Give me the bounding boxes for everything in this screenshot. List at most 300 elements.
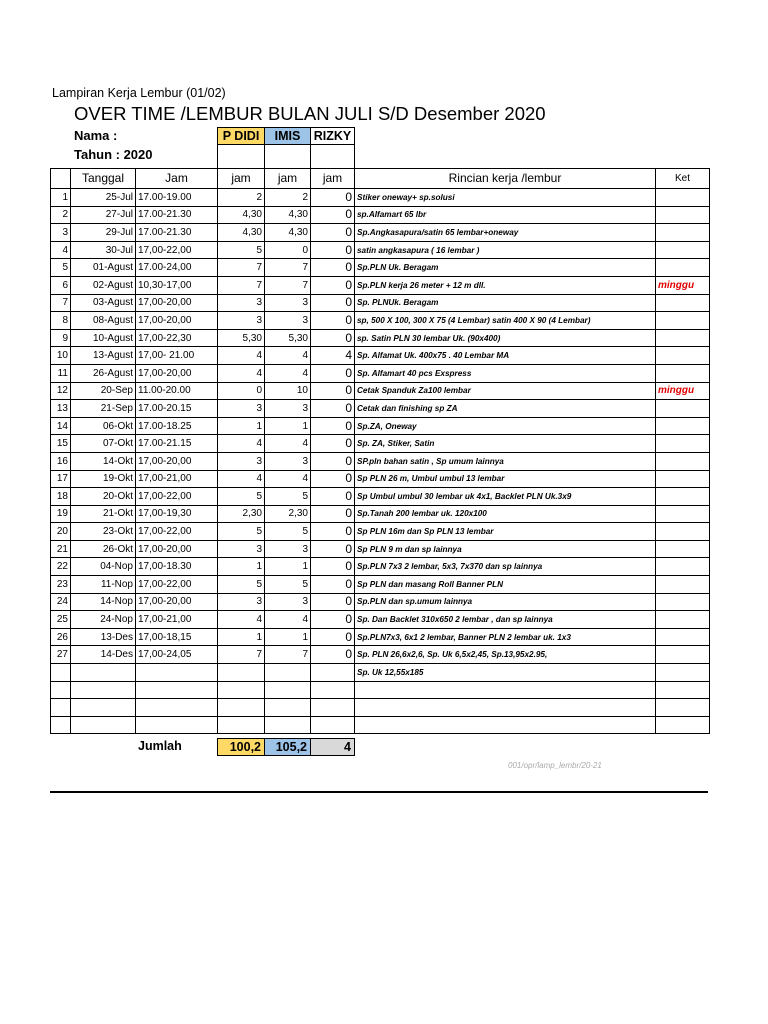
row-date: 27-Jul bbox=[71, 206, 136, 224]
row-time: 17,00-21,00 bbox=[136, 470, 218, 488]
row-jam-pdidi bbox=[218, 664, 265, 682]
row-jam-rizky: 0 bbox=[311, 470, 355, 488]
row-jam-pdidi: 4 bbox=[218, 470, 265, 488]
row-jam-imis: 4 bbox=[265, 347, 311, 365]
row-description: Sp. Alfamat Uk. 400x75 . 40 Lembar MA bbox=[355, 347, 656, 365]
table-row bbox=[51, 558, 710, 576]
row-date: 23-Okt bbox=[71, 523, 136, 541]
table-row bbox=[51, 699, 710, 717]
row-time: 17,00-22,30 bbox=[136, 329, 218, 347]
row-time: 17,00-20,00 bbox=[136, 364, 218, 382]
table-row bbox=[51, 400, 710, 418]
table-row bbox=[51, 576, 710, 594]
row-jam-pdidi: 4 bbox=[218, 364, 265, 382]
row-number: 27 bbox=[51, 646, 71, 664]
row-jam-rizky: 0 bbox=[311, 206, 355, 224]
table-row bbox=[51, 505, 710, 523]
row-jam-rizky: 0 bbox=[311, 523, 355, 541]
row-date: 10-Agust bbox=[71, 329, 136, 347]
row-description: Sp.PLN 7x3 2 lembar, 5x3, 7x370 dan sp lainnya bbox=[355, 558, 656, 576]
row-jam-rizky: 0 bbox=[311, 312, 355, 330]
row-jam-pdidi: 4 bbox=[218, 347, 265, 365]
row-ket bbox=[656, 312, 710, 330]
row-number: 14 bbox=[51, 417, 71, 435]
row-time: 17.00-21.30 bbox=[136, 224, 218, 242]
row-description bbox=[355, 716, 656, 734]
row-jam-imis: 3 bbox=[265, 593, 311, 611]
row-description: Sp. PLNUk. Beragam bbox=[355, 294, 656, 312]
row-date: 21-Sep bbox=[71, 400, 136, 418]
row-ket bbox=[656, 347, 710, 365]
row-number: 2 bbox=[51, 206, 71, 224]
table-row bbox=[51, 347, 710, 365]
table-row bbox=[51, 276, 710, 294]
row-jam-pdidi: 1 bbox=[218, 417, 265, 435]
row-date bbox=[71, 664, 136, 682]
row-date: 11-Nop bbox=[71, 576, 136, 594]
row-jam-pdidi: 3 bbox=[218, 400, 265, 418]
row-number bbox=[51, 699, 71, 717]
row-number: 17 bbox=[51, 470, 71, 488]
row-jam-rizky: 0 bbox=[311, 241, 355, 259]
row-description: SP.pln bahan satin , Sp umum lainnya bbox=[355, 452, 656, 470]
name-cell-rizky: RIZKY bbox=[310, 127, 355, 145]
row-jam-rizky: 0 bbox=[311, 189, 355, 207]
row-ket: minggu bbox=[656, 382, 710, 400]
row-jam-pdidi: 1 bbox=[218, 558, 265, 576]
row-jam-imis: 3 bbox=[265, 312, 311, 330]
row-time: 17,00-22,00 bbox=[136, 523, 218, 541]
row-date: 01-Agust bbox=[71, 259, 136, 277]
row-ket bbox=[656, 364, 710, 382]
header-jam-imis: jam bbox=[265, 169, 311, 189]
row-jam-imis: 3 bbox=[265, 540, 311, 558]
row-number: 18 bbox=[51, 488, 71, 506]
row-number: 5 bbox=[51, 259, 71, 277]
page-title: OVER TIME /LEMBUR BULAN JULI S/D Desember 2020 bbox=[74, 103, 546, 124]
header-jam-pdidi: jam bbox=[218, 169, 265, 189]
row-jam-pdidi: 7 bbox=[218, 646, 265, 664]
row-jam-rizky: 0 bbox=[311, 576, 355, 594]
table-row bbox=[51, 452, 710, 470]
row-jam-pdidi: 0 bbox=[218, 382, 265, 400]
row-ket bbox=[656, 593, 710, 611]
row-jam-pdidi: 3 bbox=[218, 593, 265, 611]
document-code: 001/opr/lamp_lembr/20-21 bbox=[508, 761, 602, 770]
row-time: 11.00-20.00 bbox=[136, 382, 218, 400]
row-date: 14-Des bbox=[71, 646, 136, 664]
row-jam-imis: 7 bbox=[265, 259, 311, 277]
row-jam-pdidi bbox=[218, 681, 265, 699]
row-jam-imis bbox=[265, 716, 311, 734]
table-row bbox=[51, 417, 710, 435]
row-date: 25-Jul bbox=[71, 189, 136, 207]
row-date: 20-Sep bbox=[71, 382, 136, 400]
row-jam-imis: 4,30 bbox=[265, 224, 311, 242]
row-jam-imis: 3 bbox=[265, 400, 311, 418]
row-date: 21-Okt bbox=[71, 505, 136, 523]
row-ket bbox=[656, 329, 710, 347]
row-date: 02-Agust bbox=[71, 276, 136, 294]
row-jam-imis: 1 bbox=[265, 628, 311, 646]
table-row bbox=[51, 294, 710, 312]
row-ket bbox=[656, 241, 710, 259]
grid-line bbox=[310, 145, 311, 168]
name-cell-imis: IMIS bbox=[264, 127, 311, 145]
row-number: 13 bbox=[51, 400, 71, 418]
row-date: 14-Nop bbox=[71, 593, 136, 611]
row-time: 17.00-24,00 bbox=[136, 259, 218, 277]
row-jam-rizky: 0 bbox=[311, 364, 355, 382]
row-number: 24 bbox=[51, 593, 71, 611]
table-row bbox=[51, 206, 710, 224]
table-row bbox=[51, 488, 710, 506]
row-ket bbox=[656, 611, 710, 629]
row-time: 17,00-20,00 bbox=[136, 593, 218, 611]
row-time: 17,00-22,00 bbox=[136, 241, 218, 259]
row-time: 17,00-20,00 bbox=[136, 452, 218, 470]
row-jam-rizky bbox=[311, 664, 355, 682]
row-jam-pdidi: 2 bbox=[218, 189, 265, 207]
row-ket: minggu bbox=[656, 276, 710, 294]
row-date: 24-Nop bbox=[71, 611, 136, 629]
row-date: 26-Agust bbox=[71, 364, 136, 382]
row-description: Sp.Tanah 200 lembar uk. 120x100 bbox=[355, 505, 656, 523]
row-jam-pdidi bbox=[218, 716, 265, 734]
row-jam-imis: 4 bbox=[265, 435, 311, 453]
row-ket bbox=[656, 523, 710, 541]
table-row bbox=[51, 224, 710, 242]
row-time: 17,00-18,15 bbox=[136, 628, 218, 646]
table-row bbox=[51, 241, 710, 259]
row-time: 17,00-20,00 bbox=[136, 540, 218, 558]
row-date: 06-Okt bbox=[71, 417, 136, 435]
table-row bbox=[51, 664, 710, 682]
row-ket bbox=[656, 664, 710, 682]
row-ket bbox=[656, 558, 710, 576]
table-row bbox=[51, 364, 710, 382]
row-number bbox=[51, 664, 71, 682]
row-description: Sp.PLN Uk. Beragam bbox=[355, 259, 656, 277]
table-row bbox=[51, 312, 710, 330]
row-jam-imis: 1 bbox=[265, 417, 311, 435]
row-jam-imis: 3 bbox=[265, 294, 311, 312]
row-time: 17.00-20.15 bbox=[136, 400, 218, 418]
row-jam-pdidi: 5 bbox=[218, 523, 265, 541]
row-date: 26-Okt bbox=[71, 540, 136, 558]
row-jam-rizky: 0 bbox=[311, 224, 355, 242]
row-ket bbox=[656, 294, 710, 312]
row-number bbox=[51, 681, 71, 699]
row-ket bbox=[656, 470, 710, 488]
row-time: 10,30-17,00 bbox=[136, 276, 218, 294]
row-jam-imis: 4 bbox=[265, 470, 311, 488]
row-ket bbox=[656, 699, 710, 717]
row-date: 07-Okt bbox=[71, 435, 136, 453]
row-number: 8 bbox=[51, 312, 71, 330]
row-jam-pdidi: 3 bbox=[218, 312, 265, 330]
table-row bbox=[51, 523, 710, 541]
row-jam-pdidi: 5,30 bbox=[218, 329, 265, 347]
row-ket bbox=[656, 488, 710, 506]
header-no bbox=[51, 169, 71, 189]
row-jam-imis: 1 bbox=[265, 558, 311, 576]
grid-line bbox=[354, 145, 355, 168]
row-jam-imis: 2 bbox=[265, 189, 311, 207]
row-ket bbox=[656, 189, 710, 207]
row-number: 4 bbox=[51, 241, 71, 259]
row-time bbox=[136, 699, 218, 717]
tahun-label: Tahun : 2020 bbox=[74, 147, 153, 162]
row-number: 15 bbox=[51, 435, 71, 453]
row-jam-rizky: 0 bbox=[311, 329, 355, 347]
row-description: Sp.Angkasapura/satin 65 lembar+oneway bbox=[355, 224, 656, 242]
row-jam-imis: 7 bbox=[265, 276, 311, 294]
row-ket bbox=[656, 628, 710, 646]
row-jam-rizky: 0 bbox=[311, 294, 355, 312]
row-description: Sp. Alfamart 40 pcs Exspress bbox=[355, 364, 656, 382]
row-time: 17.00-21.30 bbox=[136, 206, 218, 224]
row-ket bbox=[656, 417, 710, 435]
row-description: Sp PLN 16m dan Sp PLN 13 lembar bbox=[355, 523, 656, 541]
row-jam-imis bbox=[265, 699, 311, 717]
table-row bbox=[51, 329, 710, 347]
row-jam-pdidi: 3 bbox=[218, 452, 265, 470]
row-date: 13-Agust bbox=[71, 347, 136, 365]
row-jam-pdidi: 3 bbox=[218, 294, 265, 312]
row-time bbox=[136, 681, 218, 699]
row-date: 13-Des bbox=[71, 628, 136, 646]
row-time: 17.00-18.25 bbox=[136, 417, 218, 435]
row-ket bbox=[656, 435, 710, 453]
row-time: 17,00-22,00 bbox=[136, 488, 218, 506]
row-number: 23 bbox=[51, 576, 71, 594]
row-time: 17,00-19,30 bbox=[136, 505, 218, 523]
row-description: Sp. Dan Backlet 310x650 2 lembar , dan sp lainnya bbox=[355, 611, 656, 629]
table-row bbox=[51, 540, 710, 558]
row-jam-rizky bbox=[311, 699, 355, 717]
name-cell-pdidi: P DIDI bbox=[217, 127, 265, 145]
row-jam-imis bbox=[265, 664, 311, 682]
row-jam-pdidi: 7 bbox=[218, 276, 265, 294]
row-jam-rizky: 0 bbox=[311, 435, 355, 453]
row-date: 14-Okt bbox=[71, 452, 136, 470]
row-jam-rizky: 0 bbox=[311, 259, 355, 277]
row-jam-pdidi: 4 bbox=[218, 435, 265, 453]
row-jam-pdidi: 4 bbox=[218, 611, 265, 629]
row-number: 22 bbox=[51, 558, 71, 576]
row-jam-imis: 5,30 bbox=[265, 329, 311, 347]
row-description: Sp PLN dan masang Roll Banner PLN bbox=[355, 576, 656, 594]
row-jam-rizky: 0 bbox=[311, 611, 355, 629]
row-description: sp.Alfamart 65 lbr bbox=[355, 206, 656, 224]
row-date bbox=[71, 681, 136, 699]
table-row bbox=[51, 435, 710, 453]
row-time: 17,00-21,00 bbox=[136, 611, 218, 629]
row-jam-pdidi: 7 bbox=[218, 259, 265, 277]
row-description: Sp.PLN7x3, 6x1 2 lembar, Banner PLN 2 lembar uk. 1x3 bbox=[355, 628, 656, 646]
overtime-table bbox=[50, 168, 710, 734]
row-ket bbox=[656, 540, 710, 558]
row-description: Sp.PLN dan sp.umum lainnya bbox=[355, 593, 656, 611]
row-jam-imis: 4 bbox=[265, 611, 311, 629]
row-jam-imis: 0 bbox=[265, 241, 311, 259]
header-tanggal: Tanggal bbox=[71, 169, 136, 189]
header-ket: Ket bbox=[656, 169, 710, 189]
row-jam-pdidi: 2,30 bbox=[218, 505, 265, 523]
row-description: Cetak dan finishing sp ZA bbox=[355, 400, 656, 418]
row-ket bbox=[656, 681, 710, 699]
row-number: 25 bbox=[51, 611, 71, 629]
row-date bbox=[71, 699, 136, 717]
row-time: 17,00-20,00 bbox=[136, 312, 218, 330]
row-jam-pdidi: 5 bbox=[218, 576, 265, 594]
row-number: 12 bbox=[51, 382, 71, 400]
row-ket bbox=[656, 206, 710, 224]
row-date: 03-Agust bbox=[71, 294, 136, 312]
row-jam-rizky: 0 bbox=[311, 540, 355, 558]
row-description: Sp.PLN kerja 26 meter + 12 m dll. bbox=[355, 276, 656, 294]
row-date: 30-Jul bbox=[71, 241, 136, 259]
footer-divider bbox=[50, 791, 708, 793]
row-description bbox=[355, 699, 656, 717]
row-description: sp. Satin PLN 30 lembar Uk. (90x400) bbox=[355, 329, 656, 347]
total-rizky: 4 bbox=[310, 738, 355, 756]
row-number: 20 bbox=[51, 523, 71, 541]
row-description: Sp PLN 26 m, Umbul umbul 13 lembar bbox=[355, 470, 656, 488]
row-time bbox=[136, 664, 218, 682]
row-jam-rizky: 0 bbox=[311, 382, 355, 400]
row-jam-rizky: 0 bbox=[311, 558, 355, 576]
table-row bbox=[51, 259, 710, 277]
row-time: 17,00-22,00 bbox=[136, 576, 218, 594]
row-ket bbox=[656, 505, 710, 523]
row-ket bbox=[656, 452, 710, 470]
row-jam-imis: 5 bbox=[265, 488, 311, 506]
row-date: 29-Jul bbox=[71, 224, 136, 242]
table-row bbox=[51, 716, 710, 734]
row-date: 19-Okt bbox=[71, 470, 136, 488]
row-number: 1 bbox=[51, 189, 71, 207]
grid-line bbox=[217, 145, 218, 168]
row-time: 17,00- 21.00 bbox=[136, 347, 218, 365]
header-jam-rizky: jam bbox=[311, 169, 355, 189]
row-jam-imis: 7 bbox=[265, 646, 311, 664]
row-time: 17,00-18.30 bbox=[136, 558, 218, 576]
row-jam-imis bbox=[265, 681, 311, 699]
row-description: Sp Umbul umbul 30 lembar uk 4x1, Backlet PLN Uk.3x9 bbox=[355, 488, 656, 506]
row-number bbox=[51, 716, 71, 734]
row-jam-rizky bbox=[311, 681, 355, 699]
row-description: Sp. Uk 12,55x185 bbox=[355, 664, 656, 682]
row-jam-rizky: 0 bbox=[311, 400, 355, 418]
row-jam-rizky: 0 bbox=[311, 593, 355, 611]
table-row bbox=[51, 611, 710, 629]
total-pdidi: 100,2 bbox=[217, 738, 265, 756]
row-description bbox=[355, 681, 656, 699]
row-time: 17.00-21.15 bbox=[136, 435, 218, 453]
table-row bbox=[51, 593, 710, 611]
row-jam-pdidi: 5 bbox=[218, 241, 265, 259]
row-ket bbox=[656, 576, 710, 594]
row-jam-rizky: 0 bbox=[311, 488, 355, 506]
row-number: 19 bbox=[51, 505, 71, 523]
row-jam-pdidi: 4,30 bbox=[218, 224, 265, 242]
row-jam-imis: 5 bbox=[265, 576, 311, 594]
row-jam-imis: 2,30 bbox=[265, 505, 311, 523]
row-jam-pdidi: 4,30 bbox=[218, 206, 265, 224]
row-time: 17,00-20,00 bbox=[136, 294, 218, 312]
row-time: 17.00-19.00 bbox=[136, 189, 218, 207]
row-number: 16 bbox=[51, 452, 71, 470]
table-row bbox=[51, 189, 710, 207]
row-date bbox=[71, 716, 136, 734]
row-jam-rizky: 0 bbox=[311, 646, 355, 664]
header-jam: Jam bbox=[136, 169, 218, 189]
row-description: Sp.ZA, Oneway bbox=[355, 417, 656, 435]
row-ket bbox=[656, 716, 710, 734]
row-jam-rizky: 0 bbox=[311, 276, 355, 294]
row-date: 20-Okt bbox=[71, 488, 136, 506]
row-ket bbox=[656, 646, 710, 664]
row-jam-pdidi: 5 bbox=[218, 488, 265, 506]
row-jam-rizky bbox=[311, 716, 355, 734]
row-description: Stiker oneway+ sp.solusi bbox=[355, 189, 656, 207]
row-jam-rizky: 4 bbox=[311, 347, 355, 365]
row-number: 11 bbox=[51, 364, 71, 382]
table-row bbox=[51, 382, 710, 400]
row-jam-imis: 5 bbox=[265, 523, 311, 541]
jumlah-label: Jumlah bbox=[138, 739, 182, 753]
table-row bbox=[51, 470, 710, 488]
row-ket bbox=[656, 259, 710, 277]
row-jam-imis: 4 bbox=[265, 364, 311, 382]
row-number: 10 bbox=[51, 347, 71, 365]
row-jam-rizky: 0 bbox=[311, 505, 355, 523]
row-number: 26 bbox=[51, 628, 71, 646]
row-number: 6 bbox=[51, 276, 71, 294]
header-rincian: Rincian kerja /lembur bbox=[355, 169, 656, 189]
row-jam-rizky: 0 bbox=[311, 452, 355, 470]
table-header-row bbox=[51, 169, 710, 189]
row-description: satin angkasapura ( 16 lembar ) bbox=[355, 241, 656, 259]
row-time: 17,00-24,05 bbox=[136, 646, 218, 664]
row-jam-pdidi bbox=[218, 699, 265, 717]
row-description: Sp. ZA, Stiker, Satin bbox=[355, 435, 656, 453]
row-time bbox=[136, 716, 218, 734]
row-ket bbox=[656, 224, 710, 242]
row-date: 04-Nop bbox=[71, 558, 136, 576]
table-row bbox=[51, 646, 710, 664]
row-jam-pdidi: 1 bbox=[218, 628, 265, 646]
row-number: 21 bbox=[51, 540, 71, 558]
row-description: Sp. PLN 26,6x2,6, Sp. Uk 6,5x2,45, Sp.13,95x2.95, bbox=[355, 646, 656, 664]
row-jam-pdidi: 3 bbox=[218, 540, 265, 558]
total-imis: 105,2 bbox=[264, 738, 311, 756]
row-description: Cetak Spanduk Za100 lembar bbox=[355, 382, 656, 400]
nama-label: Nama : bbox=[74, 128, 118, 143]
row-jam-rizky: 0 bbox=[311, 628, 355, 646]
row-number: 7 bbox=[51, 294, 71, 312]
table-row bbox=[51, 628, 710, 646]
grid-line bbox=[264, 145, 265, 168]
document-caption: Lampiran Kerja Lembur (01/02) bbox=[52, 86, 226, 100]
row-number: 9 bbox=[51, 329, 71, 347]
row-date: 08-Agust bbox=[71, 312, 136, 330]
row-jam-imis: 3 bbox=[265, 452, 311, 470]
row-jam-imis: 10 bbox=[265, 382, 311, 400]
table-row bbox=[51, 681, 710, 699]
